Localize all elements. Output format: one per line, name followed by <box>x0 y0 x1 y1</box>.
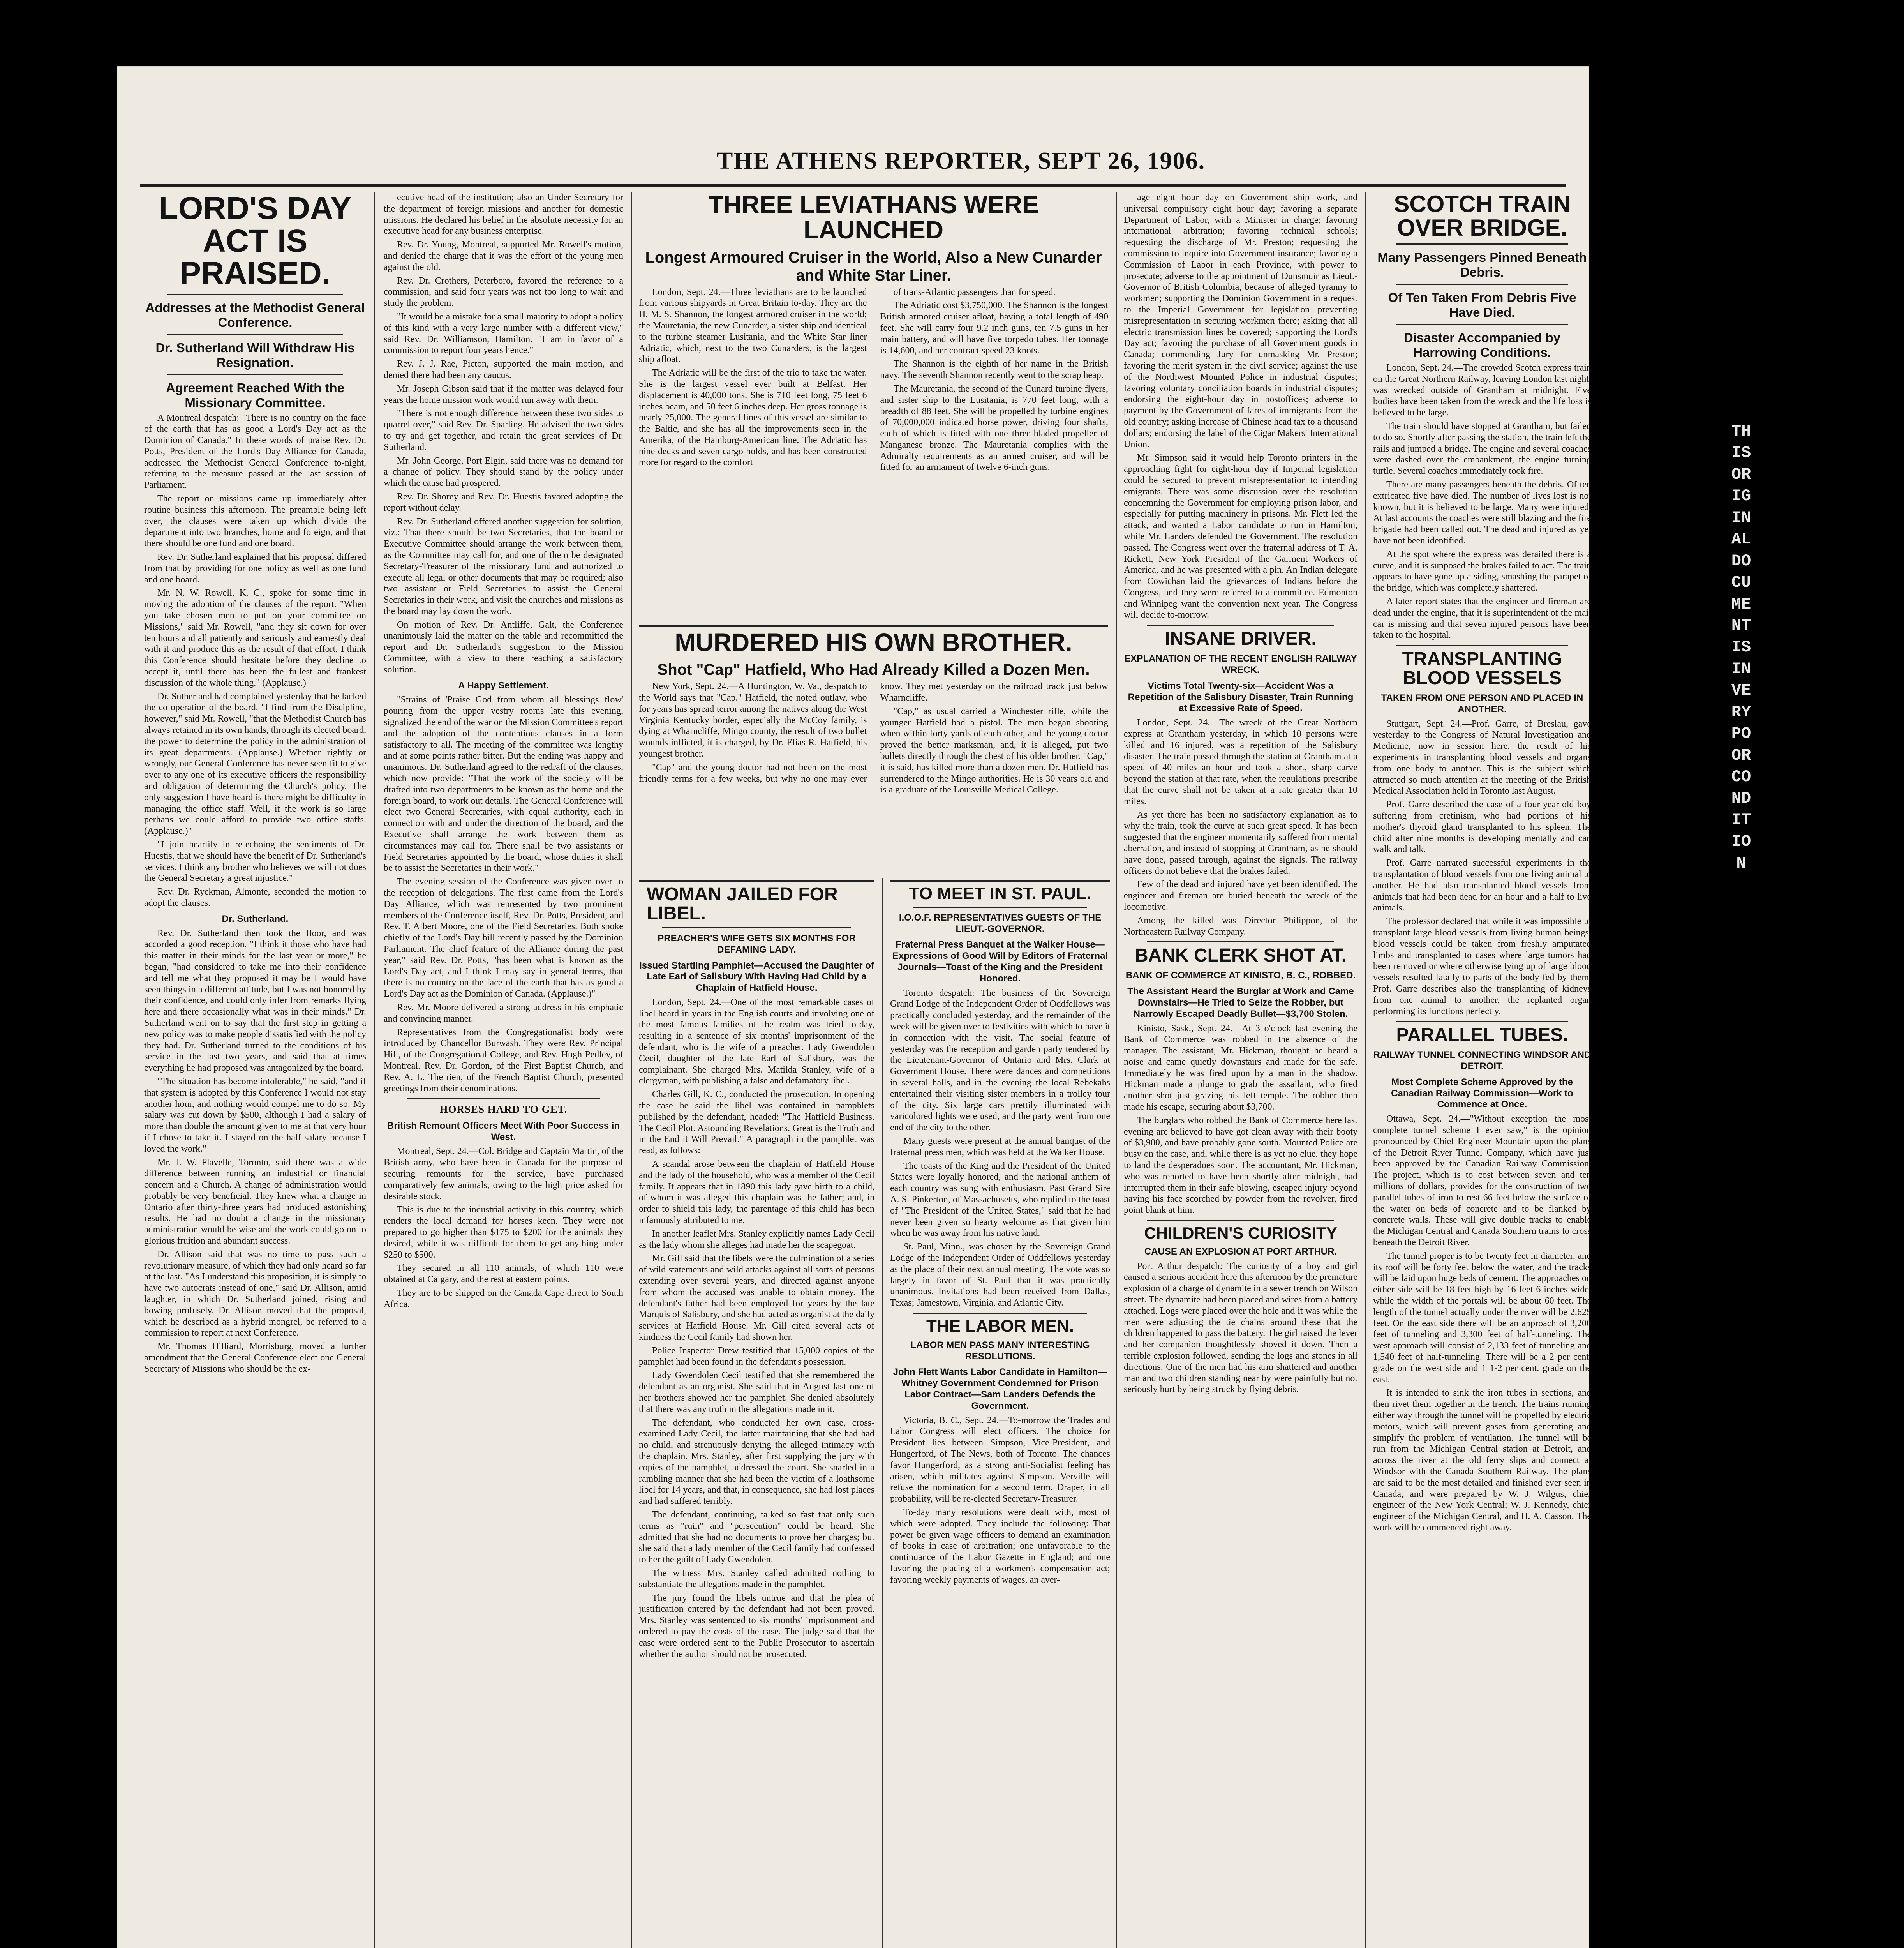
article-paragraph: "I join heartily in re-echoing the sentiments of Dr. Huestis, that we should have the benefit of Dr. Sutherland's services. I think any brother who believes we will not does the General Secretary a great injustice." <box>144 839 366 884</box>
article-paragraph: Mr. Gill said that the libels were the culmination of a series of wild statements and wild attacks against all sorts of persons extending over several years, and directed against anyone from whom the accused was unable to obtain money. The defendant's father had been employed for years by the late Marquis of Salisbury, and she had acted as organist at the daily services at Hatfield House. Mr. Gill cited several acts of kindness the Cecil family had shown her. <box>639 1253 874 1342</box>
deck: BANK OF COMMERCE AT KINISTO, B. C., ROBBED. <box>1125 970 1356 981</box>
headline-horses: HORSES HARD TO GET. <box>439 1103 568 1115</box>
divider <box>913 907 1087 908</box>
deck: RAILWAY TUNNEL CONNECTING WINDSOR AND DETROIT. <box>1373 1050 1591 1072</box>
column-5 <box>1124 192 1357 1397</box>
article-paragraph: Lady Gwendolen Cecil testified that she remembered the defendant as an organist. She said that in August last one of her brothers showed her the pamphlet. She denied absolutely that there was any truth in the allegations made in it. <box>639 1370 874 1414</box>
brother-article <box>639 625 1108 796</box>
article-paragraph: There are many passengers beneath the debris. Of ten extricated five have died. The number of lives lost is not known, but it is believed to be large. Many were injured. At last accounts the coaches were still blazing and the fire brigade had been called out. The dead and injured as yet have not been identified. <box>1373 479 1591 546</box>
headline-childrens-curiosity: CHILDREN'S CURIOSITY <box>1144 1224 1337 1242</box>
divider <box>1147 1220 1334 1221</box>
article-paragraph: London, Sept. 24.—The wreck of the Great Northern express at Grantham yesterday, in which 10 persons were killed and 16 injured, was a repetition of the Salisbury disaster. The train passed through the station at Grantham at a speed of 40 miles an hour and took a short, sharp curve beyond the station at that rate, when the regulations prescribe that the curve shall not be taken at a rate greater than 10 miles. <box>1124 718 1357 806</box>
article-paragraph: Rev. Dr. Shorey and Rev. Dr. Huestis favored adopting the report without delay. <box>384 491 623 513</box>
deck: Longest Armoured Cruiser in the World, Also a New Cunarder and White Star Liner. <box>645 249 1102 284</box>
article-paragraph: Prof. Garre narrated successful experiments in the transplantation of blood vessels from one living animal to another. He had also transplanted blood vessels from animals that had been dead for an hour and a half to live animals. <box>1373 858 1591 913</box>
article-paragraph: The report on missions came up immediately after routine business this afternoon. The preamble being left over, the clauses were taken up which divide the department into two branches, home and foreign, and that there should be one fund and one board. <box>144 494 366 549</box>
article-paragraph: "Strains of 'Praise God from whom all blessings flow' pouring from the upper vestry rooms late this evening, signalized the end of the war on the Mission Committee's report and the adoption of the contentious clauses in a form satisfactory to all. The meeting of the committee was lengthy and at some points rather bitter. But the ending was happy and unanimous. Dr. Sutherland agreed to the redraft of the clauses, which now provide: "That the work of the society will be drafted into two departments to be known as the home and the foreign board, to work out details. The General Conference will elect two General Secretaries, with equal authority, each in connection with and under the direction of the board, and the Executive shall arrange the work between them as circumstances may call for. There shall be two assistants or Field Secretaries appointed by the board, whose duties it shall be to assist the Secretaries in their work." <box>384 695 623 873</box>
deck: Disaster Accompanied by Harrowing Conditions. <box>1403 330 1561 360</box>
divider <box>167 294 343 295</box>
column-rule <box>1116 192 1117 1948</box>
article-paragraph: Rev. Dr. Sutherland offered another suggestion for solution, viz.: That there should be two Secretaries, that the board or Executive Committee should arrange the work between them, as the Committee may call for, and one of them be designated Secretary-Treasurer of the missionary fund and authorized to execute all legal or other documents that may be required; also two assistant or Field Secretaries to assist the General Secretaries in their work, and visit the churches and missions as the board may lay down the work. <box>384 516 623 616</box>
deck: CAUSE AN EXPLOSION AT PORT ARTHUR. <box>1144 1246 1337 1257</box>
divider <box>1396 1021 1568 1022</box>
headline-bank-clerk: BANK CLERK SHOT AT. <box>1135 945 1347 966</box>
divider <box>1396 284 1568 285</box>
article-paragraph: Mr. J. W. Flavelle, Toronto, said there was a wide difference between running an industrial or financial concern and a Church. A change of administration would probably be very beneficial. They knew what a change in Ontario after thirty-three years had produced astonishing results. He had no doubt a change in the missionary administration would be wise and the work could go on to glorious fruition and abundant success. <box>144 1157 366 1246</box>
masthead-title: THE ATHENS REPORTER, SEPT 26, 1906. <box>717 148 1206 174</box>
headline-labor-men: THE LABOR MEN. <box>926 1316 1074 1336</box>
divider <box>1396 645 1568 646</box>
article-paragraph: The train should have stopped at Grantham, but failed to do so. Shortly after passing the station, the train left the rails and jumped a bridge. The engine and several coaches were dashed over the embankment, the engine turning turtle. Several coaches immediately took fire. <box>1373 421 1591 476</box>
article-paragraph: The Mauretania, the second of the Cunard turbine flyers, and sister ship to the Lusitania, is 770 feet long, with a breadth of 88 feet. She will be propelled by turbine engines of 70,000,000 indicated horse power, driving four shafts, each of which is fitted with one three-bladed propeller of Manganese bronze. The Mauretania complies with the Admiralty requirements as an armed cruiser, and will be fitted for an armament of twelve 6-inch guns. <box>880 383 1108 473</box>
deck: Most Complete Scheme Approved by the Canadian Railway Commission—Work to Commence at Once. <box>1391 1076 1573 1110</box>
article-paragraph: The tunnel proper is to be twenty feet in diameter, and its roof will be forty feet below the water, and the tracks will be laid upon huge beds of cement. The approaches on either side will be 18 feet high by 16 feet 6 inches wide, while the width of the portals will be about 60 feet. The length of the tunnel actually under the river will be 2,625 feet. On the east side there will be an approach of 3,200 feet of tunneling and 3,300 feet of half-tunneling. The west approach will consist of 2,133 feet of tunneling and 1,540 feet of half-tunneling. There will be a 2 per cent. grade on the west side and 1 1-2 per cent. grade on the east. <box>1373 1251 1591 1385</box>
deck: TAKEN FROM ONE PERSON AND PLACED IN ANOTHER. <box>1381 693 1583 715</box>
article-paragraph: ecutive head of the institution; also an Under Secretary for the department of foreign missions and another for domestic missions. He declared his belief in the absolute necessity for an executive head for any business enterprise. <box>384 192 623 236</box>
article-paragraph: Rev. Dr. Ryckman, Almonte, seconded the motion to adopt the clauses. <box>144 887 366 908</box>
article-paragraph: The evening session of the Conference was given over to the reception of delegations. The first came from the Lord's Day Alliance, which was represented by two prominent members of the Conference itself, Rev. Dr. Potts, President, and Rev. T. Albert Moore, one of the Field Secretaries. Both spoke chiefly of the Lord's Day bill recently passed by the Dominion Parliament. The chief feature of the Alliance during the past year," said Rev. Dr. Potts, "has been what is known as the Lord's Day act, and I think I may say in general terms, that there is no country on the face of the earth that has as good a Lord's Day act as the Dominion of Canada. (Applause.)" <box>384 877 623 999</box>
column-rule <box>631 192 632 1948</box>
deck: Dr. Sutherland Will Withdraw His Resignation. <box>155 340 355 370</box>
article-paragraph: At the spot where the express was derailed there is a curve, and it is supposed the brakes failed to act. The train appears to have gone up a siding, smashing the parapet of the bridge, which was completely shattered. <box>1373 549 1591 593</box>
article-paragraph: "Cap" and the young doctor had not been on the most friendly terms for a few weeks, but why no one may ever know. They met yesterday on the railroad track just below Wharncliffe. <box>639 681 1108 784</box>
article-paragraph: Charles Gill, K. C., conducted the prosecution. In opening the case he said the libel was contained in pamphlets published by the defendant, headed: "The Hatfield Business. The Cecil Plot. Astounding Revelations. Great is the Truth and in the End it Will Prevail." A paragraph in the pamphlet was read, as follows: <box>639 1089 874 1156</box>
subheading: A Happy Settlement. <box>458 680 549 691</box>
deck: John Flett Wants Labor Candidate in Hamilton—Whitney Government Condemned for Prison Labor Contract—Sam Landers Defends the Government. <box>893 1367 1107 1411</box>
article-paragraph: This is due to the industrial activity in this country, which renders the local demand for horses keen. They were not prepared to go higher than $175 to $200 for the animals they desired, while it was difficult for them to get anything under $250 to $500. <box>384 1205 623 1260</box>
deck: LABOR MEN PASS MANY INTERESTING RESOLUTIONS. <box>910 1339 1090 1362</box>
article-paragraph: The witness Mrs. Stanley called admitted nothing to substantiate the allegations made in the pamphlet. <box>639 1568 874 1590</box>
article-paragraph: Rev. Dr. Young, Montreal, supported Mr. Rowell's motion, and denied the charge that it was the effort of the young men against the old. <box>384 240 623 272</box>
divider <box>1396 324 1568 325</box>
article-paragraph: "The situation has become intolerable," he said, "and if that system is adopted by this Conference I would not stay another hour, and nothing would compel me to do so. My salary was cut down by $500, although I had a salary of more than double the amount given to me at that very hour if I chose to take it. I stayed on the half salary because I loved the work." <box>144 1076 366 1154</box>
article-paragraph: Rev. Dr. Sutherland then took the floor, and was accorded a good reception. "I think it those who have had this matter in their minds for the last year or more," he began, "had considered to take me into their confidence and tell me what they proposed it may be I would have seen things in a different attitude, but I was not honored by their confidence, and could only infer from remarks flying here and there occasionally what was in their minds." Dr. Sutherland went on to say that the first step in getting a new policy was to make people dissatisfied with the policy they had. Dr. Sutherland turned to the conditions of his service in the last two years, and said that at times everything he had proposed was antagonized by the board. <box>144 928 366 1073</box>
divider <box>407 1098 600 1099</box>
headline-scotch-train: SCOTCH TRAIN OVER BRIDGE. <box>1394 191 1571 241</box>
article-paragraph: A later report states that the engineer and fireman are dead under the engine, that it is superintendent of the mail car is missing and that seven injured persons have been taken to the hospital. <box>1373 596 1591 641</box>
article-paragraph: A Montreal despatch: "There is no country on the face of the earth that has as good a Lord's Day act as the Dominion of Canada." In these words of praise Rev. Dr. Potts, President of the Lord's Day Alliance for Canada, addressed the Methodist General Conference to-night, referring to the measure passed at the last session of Parliament. <box>144 413 366 491</box>
deck: Fraternal Press Banquet at the Walker House—Expressions of Good Will by Editors of Fraternal Journals—Toast of the King and the President Honored. <box>892 939 1108 984</box>
article-paragraph: As yet there has been no satisfactory explanation as to why the train, took the curve at such great speed. It has been suggested that the engineer momentarily suffered from mental aberration, and instead of stopping at Grantham, as he should have done, passed through, against the signals. The railway officers do not believe that the brakes failed. <box>1124 810 1357 876</box>
headline-st-paul: TO MEET IN ST. PAUL. <box>909 884 1091 903</box>
article-paragraph: Mr. Joseph Gibson said that if the matter was delayed four years the home mission work would run away with them. <box>384 383 623 405</box>
article-paragraph: Rev. Dr. Crothers, Peterboro, favored the reference to a commission, and said four years was not too long to wait and study the problem. <box>384 275 623 309</box>
article-paragraph: Toronto despatch: The business of the Sovereign Grand Lodge of the Independent Order of Oddfellows was practically concluded yesterday, and the remainder of the week will be given over to festivities with which to have it in connection with the visit. The social feature of yesterday was the reception and garden party tendered by the Lieutenant-Governor of Ontario and Mrs. Clark at Government House. There were dances and competitions in several halls, and in the evening the local Rebekahs entertained their visiting sister members in a trolley tour of the city. Six large cars prettily illuminated with varicolored lights were used, and the party went from one end of the city to the other. <box>890 988 1110 1133</box>
deck: Many Passengers Pinned Beneath Debris. <box>1377 250 1587 280</box>
article-paragraph: Prof. Garre described the case of a four-year-old boy suffering from cretinism, who had portions of his mother's thyroid gland transplanted to his spleen. The child after nine months is developing mentally and can walk and talk. <box>1373 799 1591 855</box>
deck: I.O.O.F. REPRESENTATIVES GUESTS OF THE LIEUT.-GOVERNOR. <box>899 912 1102 934</box>
article-paragraph: The defendant, continuing, talked so fast that only such terms as "ruin" and "persecution" could be heard. She admitted that she had no documents to prove her charges; but she said that a lady member of the Cecil family had confessed to her the guilt of Lady Gwendolen. <box>639 1509 874 1565</box>
article-paragraph: Stuttgart, Sept. 24.—Prof. Garre, of Breslau, gave yesterday to the Congress of Natural Investigation and Medicine, now in session here, the result of his experiments in transplanting blood vessels and organs from one body to another. This is the subject which attracted so much attention at the meeting of the British Medical Association held in Toronto last August. <box>1373 718 1591 796</box>
article-paragraph: Victoria, B. C., Sept. 24.—To-morrow the Trades and Labor Congress will elect officers. The choice for President lies between Simpson, Vice-President, and Hungerford, of The News, both of Toronto. The chances favor Hungerford, as a strong anti-Socialist feeling has arisen, which militates against Simpson. Verville will refuse the nomination for a second term. Draper, in all probability, will be re-elected Secretary-Treasurer. <box>890 1415 1110 1504</box>
headline-transplanting: TRANSPLANTING BLOOD VESSELS <box>1402 649 1562 689</box>
article-paragraph: They secured in all 110 animals, of which 110 were obtained at Calgary, and the rest at eastern points. <box>384 1263 623 1285</box>
deck: PREACHER'S WIFE GETS SIX MONTHS FOR DEFAMING LADY. <box>658 933 856 955</box>
deck: Shot "Cap" Hatfield, Who Had Already Killed a Dozen Men. <box>657 661 1090 679</box>
article-paragraph: St. Paul, Minn., was chosen by the Sovereign Grand Lodge of the Independent Order of Oddfellows yesterday as the place of their next annual meeting. The vote was so largely in favor of St. Paul that it was practically unanimous. Invitations had been received from Dallas, Texas; Jamestown, Virginia, and Atlantic City. <box>890 1242 1110 1308</box>
deck: The Assistant Heard the Burglar at Work and Came Downstairs—He Tried to Seize the Robber, but Narrowly Escaped Deadly Bullet—$3,700 Stolen. <box>1127 986 1354 1019</box>
article-paragraph: "Cap," as usual carried a Winchester rifle, while the younger Hatfield had a pistol. The men began shooting when within forty yards of each other, and the young doctor proved the better marksman, and, it is alleged, put two bullets directly through the chest of his older brother. "Cap," it is said, has killed more than a dozen men. Dr. Hatfield has surrendered to the Mingo authorities. He is 30 years old and is a graduate of the Louisville Medical College. <box>880 706 1108 795</box>
column-6 <box>1373 192 1591 1536</box>
page-header <box>117 147 1589 178</box>
article-paragraph: The Adriatic will be the first of the trio to take the water. She is the largest vessel ever built at Belfast. Her displacement is 40,000 tons. She is 710 feet long, 75 feet 6 inches beam, and 50 feet 6 inches deep. Her gross tonnage is nearly 25,000. The general lines of this vessel are similar to the Baltic, and she has all the improvements seen in the Amerika, of the Hamburg-American line. The Adriatic has nine decks and seven cargo holds, and has been constructed more for regard to the comfort <box>639 368 867 468</box>
deck: Addresses at the Methodist General Conference. <box>145 300 365 330</box>
article-paragraph: "It would be a mistake for a small majority to adopt a policy of this kind with a very large number with a different view," said Rev. Dr. Williamson, Hamilton. "I am in favor of a commission to report four years hence." <box>384 311 623 356</box>
deck: British Remount Officers Meet With Poor Success in West. <box>387 1120 620 1142</box>
header-rule <box>140 184 1566 187</box>
article-paragraph: Police Inspector Drew testified that 15,000 copies of the pamphlet had been found in the defendant's possession. <box>639 1345 874 1367</box>
article-paragraph: Mr. John George, Port Elgin, said there was no demand for a change of policy. They should stand by the policy under which the cause had prospered. <box>384 455 623 489</box>
article-paragraph: Montreal, Sept. 24.—Col. Bridge and Captain Martin, of the British army, who have been in Canada for the purpose of securing remounts for the service, have purchased comparatively few animals, owing to the high price asked for desirable stock. <box>384 1146 623 1202</box>
libel-article <box>639 880 874 1662</box>
article-paragraph: Representatives from the Congregationalist body were introduced by Chancellor Burwash. They were Rev. Principal Hill, of the Congregational College, and Rev. Hugh Pedley, of Montreal. Rev. Dr. Gordon, of the First Baptist Church, and Rev. A. L. Therrien, of the French Baptist Church, presented greetings from their denominations. <box>384 1027 623 1094</box>
divider <box>662 927 851 928</box>
article-paragraph: Ottawa, Sept. 24.—"Without exception the most complete tunnel scheme I ever saw," is the opinion pronounced by Chief Engineer Mountain upon the plans of the Detroit River Tunnel Company, which have just been approved by the Canadian Railway Commission. The project, which is to cost between seven and ten millions of dollars, provides for the construction of two parallel tubes of iron to rest 66 feet below the surface of the water on beds of concrete and to be flanked by concrete walls. These will give double tracks to enable the Michigan Central and Canada Southern trains to cross beneath the Detroit River. <box>1373 1114 1591 1248</box>
article-paragraph: A scandal arose between the chaplain of Hatfield House and the lady of the household, who was a member of the Cecil family. It appears that in 1890 this lady gave birth to a child, of whom it was alleged this chaplain was the father; and, in order to shield this lady, the parentage of this child has been infamously attributed to me. <box>639 1159 874 1226</box>
article-paragraph: To-day many resolutions were dealt with, most of which were adopted. They include the following: That power be given wage officers to demand an examination of books in case of arbitration; one unfavorable to the continuance of the Labor Gazette in England; and one favoring the placing of a workmen's compensation act; favoring weekly payments of wages, an aver- <box>890 1507 1110 1585</box>
article-paragraph: New York, Sept. 24.—A Huntington, W. Va., despatch to the World says that "Cap." Hatfield, the noted outlaw, who for years has spread terror among the natives along the West Virginia Kentucky border, especially the McCoy family, is dying at Wharncliffe, Mingo county, the result of two bullet wounds inflicted, it is charged, by Dr. Elias R. Hatfield, his youngest brother. <box>639 681 867 759</box>
article-paragraph: "There is not enough difference between these two sides to quarrel over," said Rev. Dr. Sparling. He advised the two sides to try and get together, and retain the great services of Dr. Sutherland. <box>384 408 623 452</box>
divider <box>913 1313 1087 1314</box>
column-rule <box>1365 192 1366 1948</box>
deck: Issued Startling Pamphlet—Accused the Daughter of Late Earl of Salisbury With Having Had Child by a Chaplain of Hatfield House. <box>639 960 874 993</box>
headline-insane-driver: INSANE DRIVER. <box>1165 628 1317 649</box>
article-paragraph: London, Sept. 24.—One of the most remarkable cases of libel heard in years in the English courts and involving one of the most famous families of the realm was tried to-day, resulting in a sentence of six months' imprisonment of the defendant, who is the wife of a preacher. Lady Gwendolen Cecil, daughter of the late Earl of Salisbury, was the complainant. She charged Mrs. Matilda Stanley, wife of a clergyman, with publishing a false and defamatory libel. <box>639 997 874 1086</box>
newspaper-page <box>117 66 1589 1948</box>
article-paragraph: Many guests were present at the annual banquet of the fraternal press men, which was held at the Walker House. <box>890 1136 1110 1158</box>
deck: Agreement Reached With the Missionary Committee. <box>166 380 345 410</box>
article-paragraph: The Shannon is the eighth of her name in the British navy. The seventh Shannon recently went to the scrap heap. <box>880 359 1108 381</box>
article-paragraph: The Adriatic cost $3,750,000. The Shannon is the longest British armored cruiser afloat, having a total length of 490 feet. She will carry four 9.2 inch guns, ten 7.5 guns in her main battery, and will have five torpedo tubes. Her tonnage is 14,600, and her contract speed 23 knots. <box>880 300 1108 356</box>
article-paragraph: Rev. J. J. Rae, Picton, supported the main motion, and denied there had been any caucus. <box>384 359 623 380</box>
article-paragraph: Mr. Thomas Hilliard, Morrisburg, moved a further amendment that the General Conference elect one General Secretary of Missions who should be the ex- <box>144 1341 366 1374</box>
article-paragraph: The burglars who robbed the Bank of Commerce here last evening are believed to have got clean away with their booty of $3,900, and have probably gone south. Mounted Police are busy on the case, and, while there is as yet no clue, they hope to land the desperadoes soon. The accountant, Mr. Hickman, who was reported to have been shortly after midnight, had interrupted them in their safe blowing, escaped injury beyond having his face scorched by powder from the revolver, fired point blank at him. <box>1124 1115 1357 1216</box>
deck: Of Ten Taken From Debris Five Have Died. <box>1388 290 1576 320</box>
divider <box>167 334 343 335</box>
column-2 <box>384 192 623 1313</box>
article-paragraph: On motion of Rev. Dr. Antliffe, Galt, the Conference unanimously laid the matter on the table and recommitted the report and Dr. Sutherland's suggestion to the Mission Committee, with a view to there reaching a satisfactory solution. <box>384 619 623 675</box>
article-paragraph: The professor declared that while it was impossible to transplant large blood vessels from living human beings, blood vessels could be taken from freshly amputated limbs and transplanted to cases where large tumors had been removed or where otherwise tying up of large blood vessels resulted fatally to parts of the body fed by them. Prof. Garre describes also the transplanting of kidneys from one animal to another, the replanted organ performing its functions perfectly. <box>1373 916 1591 1016</box>
article-paragraph: They are to be shipped on the Canada Cape direct to South Africa. <box>384 1288 623 1309</box>
headline-murdered: MURDERED HIS OWN BROTHER. <box>675 628 1072 656</box>
article-paragraph: London, Sept. 24.—The crowded Scotch express train on the Great Northern Railway, leaving London last night, was wrecked outside of Grantham at midnight. Five bodies have been taken from the wreck and the life loss is believed to be large. <box>1373 363 1591 418</box>
article-paragraph: Kinisto, Sask., Sept. 24.—At 3 o'clock last evening the Bank of Commerce was robbed in the absence of the manager. The assistant, Mr. Hickman, thought he heard a noise and came quietly downstairs and made for the safe. Immediately he was fired upon by a man in the shadow. Hickman made a plunge to grab the assailant, who fired another shot just grazing his left temple. The robber then made his escape, securing about $3,700. <box>1124 1023 1357 1112</box>
headline-lords-day: LORD'S DAY ACT IS PRAISED. <box>159 191 352 291</box>
column-rule <box>374 192 375 1948</box>
headline-parallel-tubes: PARALLEL TUBES. <box>1396 1025 1568 1046</box>
st-paul-article <box>890 880 1110 1588</box>
deck: Victims Total Twenty-six—Accident Was a Repetition of the Salisbury Disaster, Train Running at Excessive Rate of Speed. <box>1128 680 1354 714</box>
subheading: Dr. Sutherland. <box>222 913 289 924</box>
article-paragraph: age eight hour day on Government ship work, and universal compulsory eight hour day; favoring a separate Department of Labor, with a Minister in charge; favoring international arbitration; favoring technical schools; requesting the discharge of Mr. Preston; requesting the commission to inquire into Government insurance; favoring a Commission of Labor in each Province, with power to prosecute; adverse to the appointment of Dunsmuir as Lieut.-Governor of British Columbia, because of alleged tyranny to workmen; supporting the Dominion Government in a request to the Imperial Government for legislation preventing misrepresentation in securing workmen there; asking that all electric transmission lines be covered; supporting the Lord's Day act; favoring the purchase of all Government goods in Canada; commending Jury for unmasking Mr. Preston; favoring the merit system in the civil service; against the use of the Northwest Mounted Police in industrial disputes; favoring voluntary conciliation boards in industrial disputes; endorsing the eight-hour day in postoffices; adverse to payment by the Government of fares of immigrants from the old country; asking increase of Chinese head tax to a thousand dollars; endorsing the label of the Cigar Makers' International Union. <box>1124 192 1357 450</box>
headline-libel: WOMAN JAILED FOR LIBEL. <box>647 884 838 924</box>
leviathans-article <box>639 192 1108 473</box>
article-paragraph: Among the killed was Director Philippon, of the Northeastern Railway Company. <box>1124 915 1357 937</box>
article-paragraph: London, Sept. 24.—Three leviathans are to be launched from various shipyards in Great Britain to-day. They are the H. M. S. Shannon, the longest armored cruiser in the world; the Mauretania, the new Cunarder, a sister ship and identical to the turbine steamer Lusitania, and the White Star liner Adriatic, which, next to the two Cunarders, is the largest ship afloat. <box>639 287 867 365</box>
article-paragraph: Mr. N. W. Rowell, K. C., spoke for some time in moving the adoption of the clauses of the report. "When you take chosen men to put on your committee on Missions," said Mr. Rowell, "and they sit down for over ten hours and all patiently and seriously and earnestly deal with it and produce this as the result of that effort, I think this Conference should hesitate before they decline to accept it, until there has been the fullest and frankest discussion of the whole thing." (Applause.) <box>144 588 366 688</box>
article-paragraph: Rev. Dr. Sutherland explained that his proposal differed from that by providing for one policy as well as one fund and one board. <box>144 552 366 585</box>
article-paragraph: Dr. Allison said that was no time to pass such a revolutionary measure, of which they had only heard so far at the last. "As I understand this proposition, it is simply to have two autocrats instead of one," said Dr. Allison, amid laughter, in which Dr. Sutherland joined, rising and bowing profusely. Dr. Allison moved that the proposal, which he described as a hybrid mongrel, be referred to a commission to report at next Conference. <box>144 1249 366 1338</box>
article-paragraph: In another leaflet Mrs. Stanley explicitly names Lady Cecil as the lady whom she alleges had made her the scapegoat. <box>639 1228 874 1250</box>
condition-notice: THIS ORIGINAL DOCUMENT IS IN VERY POOR CONDITION <box>1731 422 1751 873</box>
deck: EXPLANATION OF THE RECENT ENGLISH RAILWAY WRECK. <box>1124 653 1357 676</box>
article-paragraph: Rev. Mr. Moore delivered a strong address in his emphatic and convincing manner. <box>384 1002 623 1024</box>
article-paragraph: The defendant, who conducted her own case, cross-examined Lady Cecil, the latter maintaining that she had had no child, and strenuously denying the alleged intimacy with the chaplain. Mrs. Stanley, after first supplying the jury with copies of the pamphlet, addressed the court. She snarled in a rambling manner that she had been the victim of a loathsome libel for 14 years, and that, in consequence, she had lost places and had suffered terribly. <box>639 1417 874 1507</box>
article-paragraph: of trans-Atlantic passengers than for speed. <box>893 287 1056 297</box>
column-rule <box>882 878 883 1948</box>
article-paragraph: Few of the dead and injured have yet been identified. The engineer and fireman are buried beneath the wreck of the locomotive. <box>1124 879 1357 912</box>
divider <box>167 374 343 375</box>
column-1 <box>144 192 366 1377</box>
article-paragraph: The jury found the libels untrue and that the plea of justification entered by the defendant had not been proved. Mrs. Stanley was sentenced to six months' imprisonment and ordered to pay the costs of the case. The judge said that the case were ordered sent to the Public Prosecutor to ascertain whether the author should not be prosecuted. <box>639 1593 874 1659</box>
article-paragraph: Dr. Sutherland had complained yesterday that he lacked the co-operation of the board. "I find from the Discipline, however," said Mr. Rowell, "that the Methodist Church has always retained in its own hands, through its elected board, the power to determine the policy in the administration of its great departments. (Applause.) Whether rightly or wrongly, our General Conference has never seen fit to give over to any one of its executive officers the responsibility and obligation of determining the Church's policy. The only suggestion I have heard is there might be difficulty in managing the office staff. Well, if the work is so large perhaps we could afford to provide two office staffs. (Applause.)" <box>144 691 366 836</box>
headline-leviathans: THREE LEVIATHANS WERE LAUNCHED <box>708 191 1039 244</box>
article-paragraph: Mr. Simpson said it would help Toronto printers in the approaching fight for eight-hour day if Imperial legislation could be secured to prevent misrepresentation to intending emigrants. There was some discussion over the resolution condemning the Government for employing prison labor, and especially for putting machinery in prisons. Mr. Flett led the attack, and wanted a Labor candidate to run in Hamilton, while Mr. Landers defended the Government. The resolution passed. The Congress went over the fraternal address of T. A. Rickett, New York President of the Garment Workers of America, and he was presented with a pin. An Indian delegate from Cowichan laid the grievances of Indians before the Congress, and they were referred to a committee. Edmonton and Winnipeg want the convention next year. The Congress will decide to-morrow. <box>1124 453 1357 620</box>
article-paragraph: It is intended to sink the iron tubes in sections, and then rivet them together in the trench. The trains running either way through the tunnel will be propelled by electric motors, which will prevent gases from generating and simplify the problem of ventilation. The tunnel will be run from the Michigan Central station at Detroit, and across the river at the old ferry slips and connect at Windsor with the Canada Southern Railway. The plans are said to be the most detailed and finished ever seen in Canada, and were prepared by W. J. Wilgus, chief engineer of the New York Central; W. J. Kennedy, chief engineer of the Michigan Central, and H. A. Casson. The work will be commenced right away. <box>1373 1388 1591 1533</box>
article-paragraph: Port Arthur despatch: The curiosity of a boy and girl caused a serious accident here this afternoon by the premature explosion of a charge of dynamite in a sewer trench on Wilson street. The dynamite had been placed and wires from a battery attached. Logs were placed over the hole and it was while the men were adjusting the tie chains around these that the children happened to pass the battery. The girl raised the lever and her companion thoughtlessly shoved it down. Then a terrible explosion followed, sending the logs and stones in all directions. One of the men had his arm shattered and another man and two children standing near by were painfully but not seriously hurt by being struck by flying debris. <box>1124 1261 1357 1395</box>
divider <box>1147 625 1334 626</box>
article-paragraph: The toasts of the King and the President of the United States were loyally honored, and the national anthem of each country was sung with enthusiasm. Past Grand Sire A. S. Pinkerton, of Massachusetts, who replied to the toast of "The President of the United States," said that he had never been given so hearty welcome as that given him when he was away from his native land. <box>890 1161 1110 1239</box>
divider <box>1147 941 1334 942</box>
divider <box>1396 244 1568 245</box>
